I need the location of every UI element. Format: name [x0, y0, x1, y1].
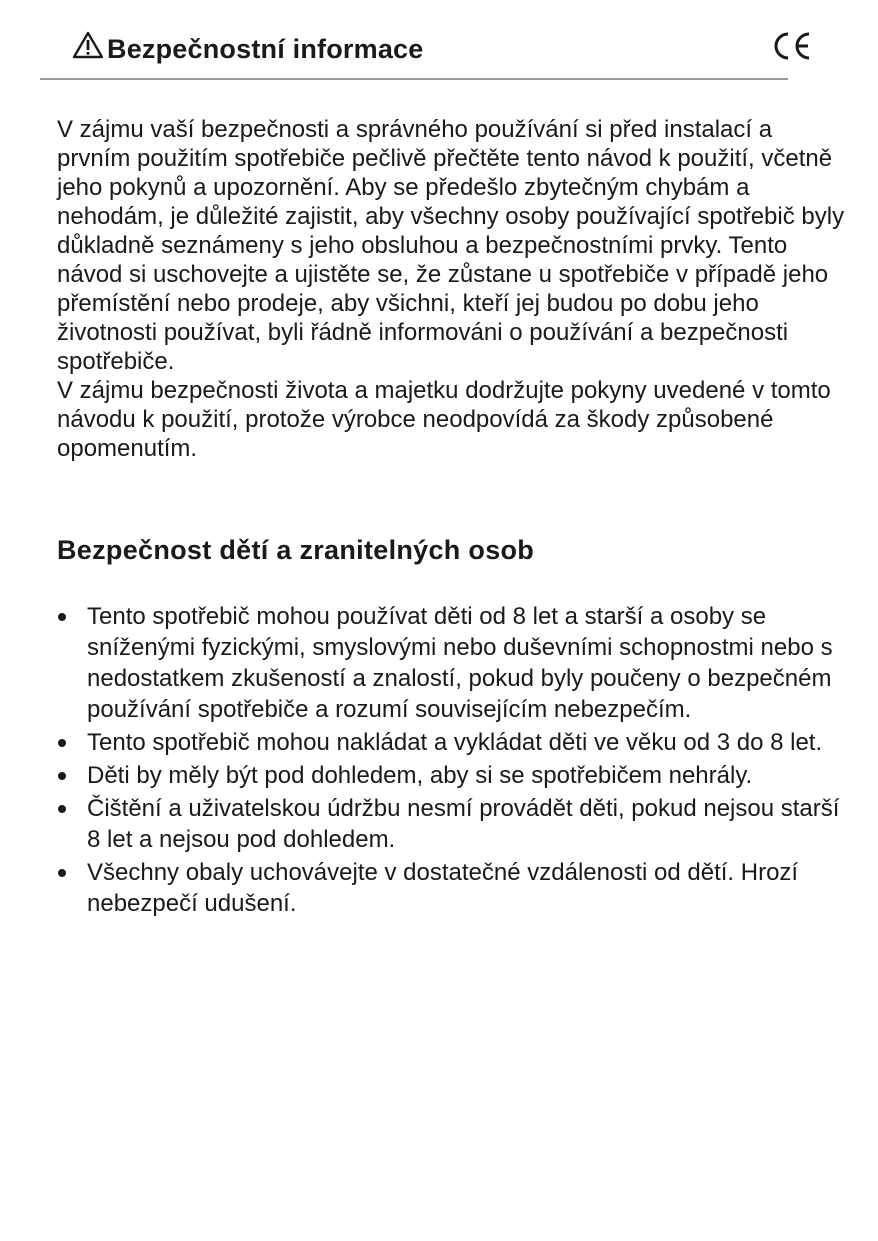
intro-paragraph: V zájmu bezpečnosti života a majetku dodržujte pokyny uvedené v tomto návodu k použití, protože výrobce neodpovídá za škody způsobené opomenutím. — [57, 377, 831, 462]
list-item-text: Tento spotřebič mohou nakládat a vykládat děti ve věku od 3 do 8 let. — [87, 729, 823, 756]
bullet-icon — [58, 739, 66, 747]
ce-mark-icon — [769, 30, 813, 62]
bullet-icon — [58, 869, 66, 877]
intro-paragraph: V zájmu vaší bezpečnosti a správného používání si před instalací a prvním použitím spotřebiče pečlivě přečtěte tento návod k použití, včetně jeho pokynů a upozornění. Aby se předešlo zbytečným chybám a nehodám, je důležité zajistit, aby všechny osoby používající spotřebič byly důkladně seznámeny s jeho obsluhou a bezpečnostními prvky. Tento návod si uschovejte a ujistěte se, že zůstane u spotřebiče v případě jeho přemístění nebo prodeje, aby všichni, kteří jej budou po dobu jeho životnosti používat, byli řádně informováni o používání a bezpečnosti spotřebiče. — [57, 116, 845, 375]
list-item-text: Všechny obaly uchovávejte v dostatečné vzdálenosti od dětí. Hrozí nebezpečí udušení. — [87, 859, 799, 917]
list-item — [57, 857, 847, 919]
section-heading: Bezpečnost dětí a zranitelných osob — [57, 535, 535, 565]
list-item — [57, 760, 847, 791]
warning-triangle-icon — [72, 31, 104, 59]
bullet-icon — [58, 805, 66, 813]
list-item — [57, 727, 847, 758]
bullet-icon — [58, 613, 66, 621]
list-item-text: Čištění a uživatelskou údržbu nesmí provádět děti, pokud nejsou starší 8 let a nejsou pod dohledem. — [87, 795, 840, 853]
list-item-text: Děti by měly být pod dohledem, aby si se spotřebičem nehrály. — [87, 762, 753, 789]
list-item — [57, 793, 847, 855]
page-header — [40, 24, 788, 80]
safety-bullet-list — [57, 601, 847, 921]
page-title: Bezpečnostní informace — [107, 34, 424, 64]
bullet-icon — [58, 772, 66, 780]
list-item — [57, 601, 847, 725]
list-item-text: Tento spotřebič mohou používat děti od 8 let a starší a osoby se sníženými fyzickými, smyslovými nebo duševními schopnostmi nebo s nedostatkem zkušeností a znalostí, pokud byly poučeny o bezpečném používání spotřebiče a rozumí souvisejícím nebezpečím. — [87, 603, 833, 723]
intro-text — [57, 115, 847, 463]
